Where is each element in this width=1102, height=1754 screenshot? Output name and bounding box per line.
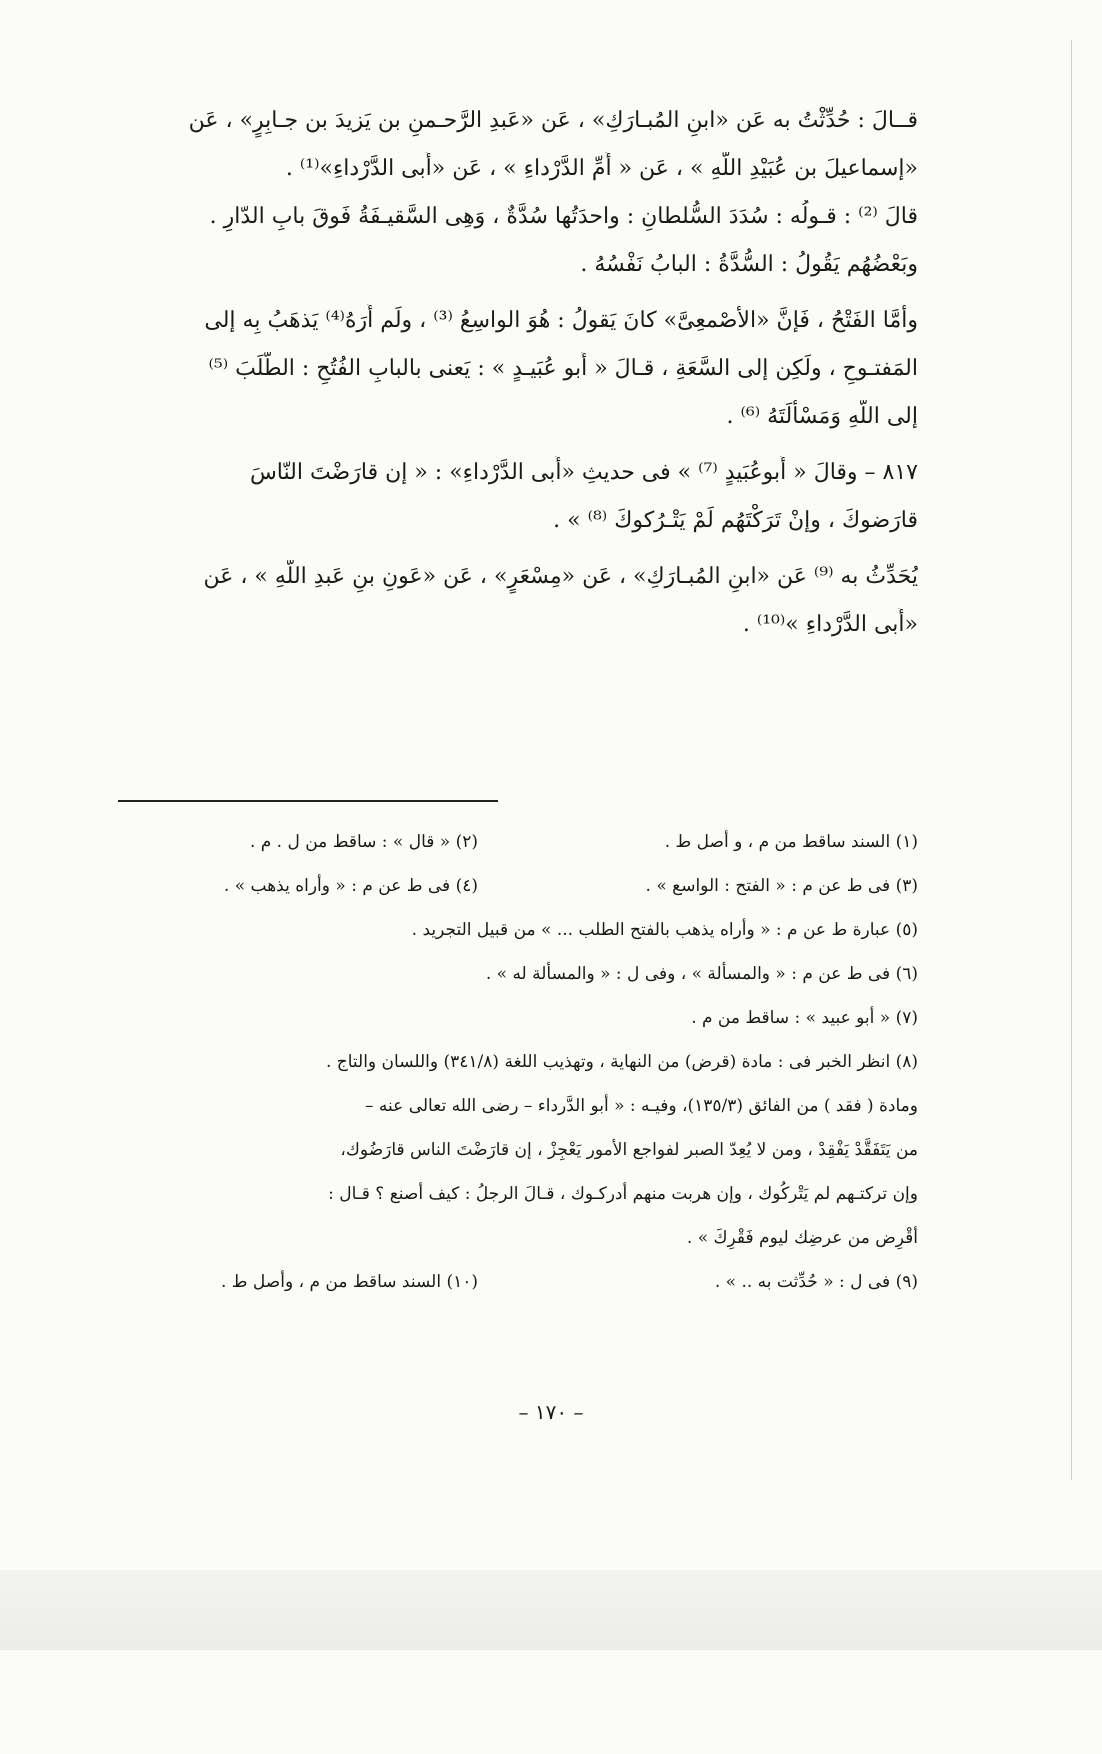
footnote-2: (٢) « قال » : ساقط من ل . م . xyxy=(249,832,478,852)
footnote-separator xyxy=(118,800,498,802)
footnote-6: (٦) فى ط عن م : « والمسألة » ، وفى ل : « والمسألة له » . xyxy=(485,964,918,984)
footnote-row xyxy=(118,1216,918,1260)
footnote-row xyxy=(118,996,918,1040)
footnote-5: (٥) عبارة ط عن م : « وأراه يذهب بالفتح الطلب ... » من قبيل التجريد . xyxy=(411,920,918,940)
footnote-row xyxy=(118,864,918,908)
footnote-row xyxy=(118,820,918,864)
scan-bottom-shadow xyxy=(0,1570,1102,1650)
footnote-row xyxy=(118,1260,918,1304)
footnote-7: (٧) « أبو عبيد » : ساقط من م . xyxy=(691,1008,918,1028)
footnote-1: (١) السند ساقط من م ، و أصل ط . xyxy=(664,832,918,852)
page-number: – ١٧٠ – xyxy=(518,1400,584,1424)
footnote-8-cont: أقْرِض من عرضِك ليوم فَقْرِكَ » . xyxy=(686,1228,918,1248)
text-line: قارَضوكَ ، وإنْ تَرَكْتَهُم لَمْ يَتْـرُكوكَ ⁽⁸⁾ » . xyxy=(553,508,918,533)
footnote-8-cont: من يَتَفَقَّدْ يَفْقِدْ ، ومن لا يُعِدّ الصبر لفواجع الأمور يَعْجِزْ ، إن قارَضْتَ الناس قارَضُوك، xyxy=(340,1140,918,1160)
main-text xyxy=(118,104,918,656)
text-line: قالَ ⁽²⁾ : قـولُه : سُدَدَ السُّلطانِ : واحدَتُها سُدَّةٌ ، وَهِى السَّقيـفَةُ فَوقَ بابِ الدّارِ . xyxy=(209,204,918,229)
footnote-row xyxy=(118,1128,918,1172)
footnote-8-cont: وإن تركتـهم لم يَتْركُوك ، وإن هربت منهم أدركـوك ، قـالَ الرجلُ : كيف أصنع ؟ قـال : xyxy=(328,1184,918,1204)
footnote-8-cont: ومادة ( فقد ) من الفائق (١٣٥/٣)، وفيـه : « أبو الدَّرداء – رضى الله تعالى عنه – xyxy=(365,1096,918,1116)
footnote-row xyxy=(118,1084,918,1128)
text-line: وأمَّا الفَتْحُ ، فَإنَّ «الأصْمعِىَّ» كانَ يَقولُ : هُوَ الواسِعُ ⁽³⁾ ، ولَم أَرَهُ⁽⁴⁾ يَذهَبُ بِه إلى xyxy=(204,308,918,333)
text-line: المَفتـوحِ ، ولَكِن إلى السَّعَةِ ، قـالَ « أَبو عُبَيـدٍ » : يَعنى بالبابِ الفُتُحِ : الطَّلَبَ ⁽⁵⁾ xyxy=(208,356,918,381)
footnote-row xyxy=(118,1040,918,1084)
scan-edge-line xyxy=(1071,40,1072,1480)
text-line: «أَبى الدَّرْداءِ »⁽¹⁰⁾ . xyxy=(742,612,918,637)
footnote-3: (٣) فى ط عن م : « الفتح : الواسع » . xyxy=(645,876,918,896)
footnote-row xyxy=(118,952,918,996)
footnote-8: (٨) انظر الخبر فى : مادة (قرض) من النهاية ، وتهذيب اللغة (٣٤١/٨) واللسان والتاج . xyxy=(325,1052,918,1072)
text-line: «إسماعيلَ بن عُبَيْدِ اللّهِ » ، عَن « أُمِّ الدَّرْداءِ » ، عَن «أَبى الدَّرْداءِ»⁽¹⁾ . xyxy=(285,156,918,181)
footnote-4: (٤) فى ط عن م : « وأراه يذهب » . xyxy=(223,876,478,896)
text-line: ٨١٧ – وقالَ « أَبوعُبَيدٍ ⁽⁷⁾ » فى حديثِ «أَبى الدَّرْداءِ» : « إن قارَضْتَ النّاسَ xyxy=(249,460,918,485)
text-line: إلى اللّهِ وَمَسْأَلَتَهُ ⁽⁶⁾ . xyxy=(726,404,918,429)
footnote-9: (٩) فى ل : « حُدِّثت به .. » . xyxy=(714,1272,918,1292)
footnote-row xyxy=(118,908,918,952)
footnote-row xyxy=(118,1172,918,1216)
text-line: وبَعْضُهُم يَقُولُ : السُّدَّةُ : البابُ نَفْسُهُ . xyxy=(580,252,918,277)
footnote-10: (١٠) السند ساقط من م ، وأصل ط . xyxy=(220,1272,478,1292)
text-line: يُحَدِّثُ به ⁽⁹⁾ عَن «ابنِ المُبـارَكِ» ، عَن «مِسْعَرٍ» ، عَن «عَونِ بنِ عَبدِ اللّهِ » ، عَن xyxy=(203,564,918,589)
text-line: قــالَ : حُدِّثْتُ به عَن «ابنِ المُبـارَكِ» ، عَن «عَبدِ الرَّحـمنِ بن يَزيدَ بن جـابِرٍ» ، عَن xyxy=(188,108,918,133)
footnotes xyxy=(118,820,918,1304)
